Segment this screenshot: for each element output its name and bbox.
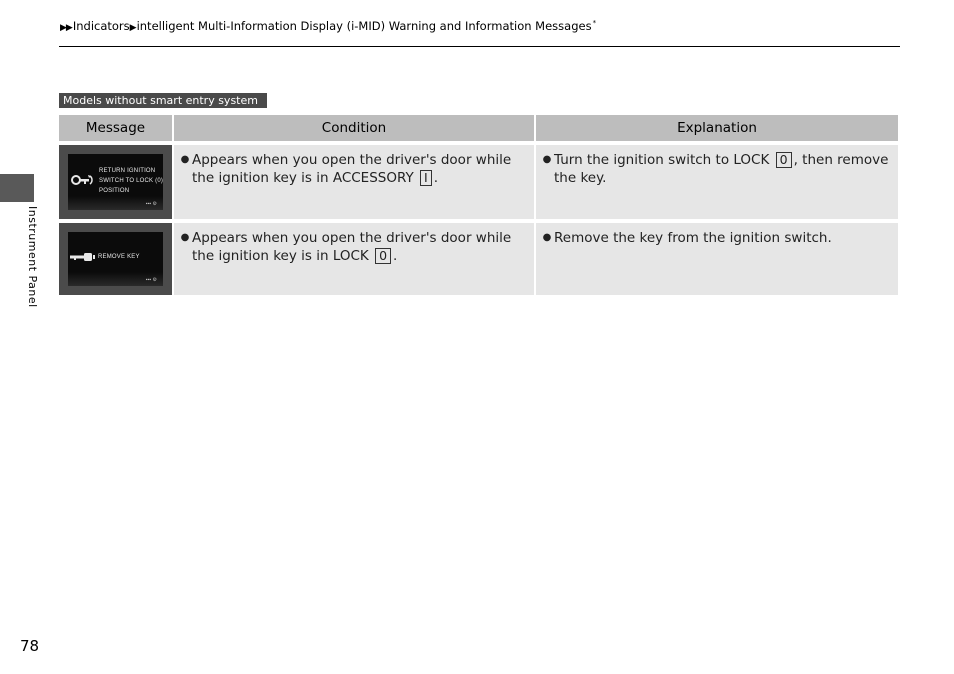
display-corner-mark: ▪▪▪ ⚙ [145,201,157,207]
display-line-1: REMOVE KEY [98,254,140,260]
chapter-label: Instrument Panel [26,206,39,308]
explanation-text: Turn the ignition switch to LOCK [554,152,770,168]
table-row-2-explanation [536,223,898,295]
double-arrow-icon: ▶▶ [60,23,72,33]
bullet-icon: ● [542,232,552,243]
table-row-1-message [59,145,172,219]
accessory-key-symbol: I [420,170,432,186]
bullet-icon: ● [542,154,552,165]
breadcrumb-page[interactable]: intelligent Multi-Information Display (i-MID) Warning and Information Messages [136,19,592,33]
lock-key-symbol: 0 [375,248,391,264]
arrow-icon: ▶ [129,23,136,33]
header-message: Message [59,115,172,141]
model-tag: Models without smart entry system [59,93,267,108]
explanation-text: Remove the key from the ignition switch. [554,230,832,246]
header-divider [59,46,900,47]
table-row-1-condition: ● Appears when you open the driver's door while the ignition key is in ACCESSORY I . [174,145,534,219]
table-row-2-message [59,223,172,295]
footnote-mark: * [592,19,597,28]
display-screen [68,232,163,286]
display-screen [68,154,163,210]
table-row-1-explanation: ● Turn the ignition switch to LOCK 0 , then remove the key. [536,145,898,219]
condition-text: Appears when you open the driver's door while the ignition key is in LOCK [192,230,512,264]
chapter-tab [0,174,34,202]
bullet-icon: ● [180,154,190,165]
table-row-2-condition: ● Appears when you open the driver's door while the ignition key is in LOCK 0 . [174,223,534,295]
display-line-2: SWITCH TO LOCK (0) [99,178,163,184]
display-image-remove-key [59,223,172,295]
breadcrumb [60,19,596,33]
breadcrumb-section[interactable]: Indicators [72,19,130,33]
display-line-3: POSITION [99,188,130,194]
condition-text: Appears when you open the driver's door while the ignition key is in ACCESSORY [192,152,512,186]
key-turn-icon [71,173,95,187]
key-icon [70,252,96,262]
display-line-1: RETURN IGNITION [99,168,156,174]
lock-key-symbol: 0 [776,152,792,168]
page-number: 78 [20,637,40,655]
display-image-return-ignition [59,145,172,219]
display-corner-mark: ▪▪▪ ⚙ [145,277,157,283]
header-explanation: Explanation [536,115,898,141]
header-condition: Condition [174,115,534,141]
bullet-icon: ● [180,232,190,243]
